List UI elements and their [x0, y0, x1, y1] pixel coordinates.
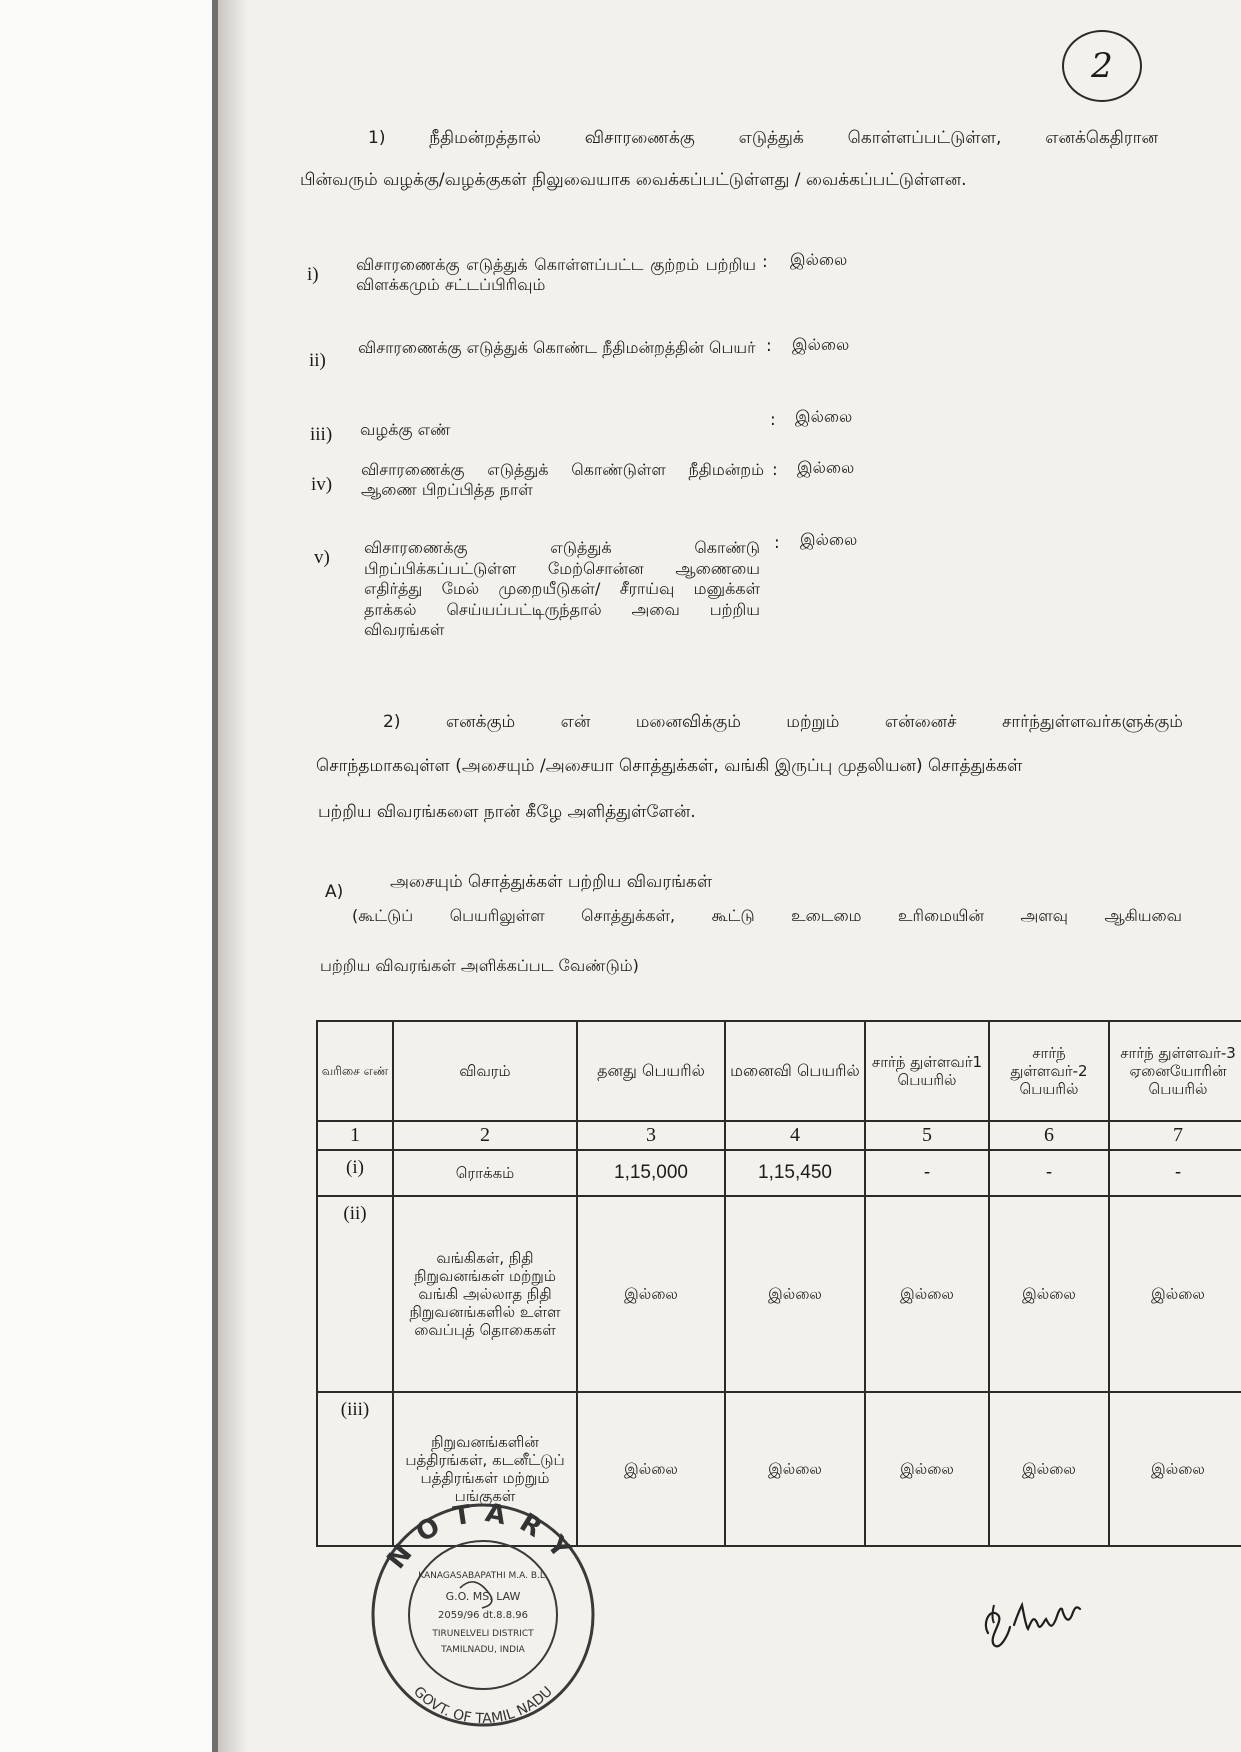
item-answer: இல்லை — [792, 335, 850, 354]
cell-spouse: இல்லை — [725, 1392, 865, 1546]
item-label: வழக்கு எண் — [360, 420, 451, 439]
row-description: நிறுவனங்களின் பத்திரங்கள், கடனீட்டுப் பத்திரங்கள் மற்றும் பங்குகள் — [393, 1392, 577, 1546]
item-label: விசாரணைக்கு எடுத்துக் கொண்டு பிறப்பிக்கப்பட்டுள்ள மேற்சொன்ன ஆணையை எதிர்த்து மேல் முறையீடுகள்/ சீராய்வு மனுக்கள் தாக்கல் செய்யப்பட்டிருந்தால் அவை பற்றிய விவரங்கள் — [364, 538, 760, 639]
colon: : — [770, 410, 776, 430]
stamp-reg: 2059/96 dt.8.8.96 — [438, 1610, 528, 1621]
item-number: v) — [314, 547, 330, 568]
cell-spouse: இல்லை — [725, 1196, 865, 1392]
item-answer: இல்லை — [790, 250, 848, 269]
column-number: 5 — [865, 1121, 989, 1150]
cell-dependent-2: இல்லை — [989, 1392, 1109, 1546]
svg-text:NOTARY — [382, 1500, 585, 1575]
column-number: 6 — [989, 1121, 1109, 1150]
stamp-name: KANAGASABAPATHI M.A. B.L. — [418, 1571, 548, 1581]
note-line-1: (கூட்டுப் பெயரிலுள்ள சொத்துக்கள், கூட்டு உடைமை உரிமையின் அளவு ஆகியவை — [352, 906, 1182, 925]
cell-dependent-3: இல்லை — [1109, 1392, 1241, 1546]
row-description: வங்கிகள், நிதி நிறுவனங்கள் மற்றும் வங்கி அல்லாத நிதி நிறுவனங்களில் உள்ள வைப்புத் தொகைகள் — [393, 1196, 577, 1392]
paragraph-2-line-2: சொந்தமாகவுள்ள (அசையும் /அசையா சொத்துக்கள், வங்கி இருப்பு முதலியன) சொத்துக்கள் — [316, 756, 1023, 776]
colon: : — [762, 252, 768, 272]
row-serial: (iii) — [317, 1392, 393, 1546]
page-margin — [0, 0, 212, 1752]
cell-dependent-2: இல்லை — [989, 1196, 1109, 1392]
cell-self: இல்லை — [577, 1392, 725, 1546]
cell-self: 1,15,000 — [577, 1150, 725, 1196]
header-cell: மனைவி பெயரில் — [725, 1021, 865, 1121]
column-number: 1 — [317, 1121, 393, 1150]
svg-text:GOVT. OF TAMIL NADU — [410, 1684, 556, 1727]
table-row — [317, 1150, 1241, 1196]
column-number: 3 — [577, 1121, 725, 1150]
row-description: ரொக்கம் — [393, 1150, 577, 1196]
paragraph-1-line-1: 1) நீதிமன்றத்தால் விசாரணைக்கு எடுத்துக் கொள்ளப்பட்டுள்ள, எனக்கெதிரான — [368, 128, 1158, 148]
column-number-row — [317, 1121, 1241, 1150]
column-number: 2 — [393, 1121, 577, 1150]
header-cell: சார்ந் துள்ளவர்-2 பெயரில் — [989, 1021, 1109, 1121]
signature — [980, 1585, 1100, 1655]
cell-dependent-3: இல்லை — [1109, 1196, 1241, 1392]
table-header-row — [317, 1021, 1241, 1121]
paragraph-1-line-2: பின்வரும் வழக்கு/வழக்குகள் நிலுவையாக வைக்கப்பட்டுள்ளது / வைக்கப்பட்டுள்ளன. — [300, 170, 967, 190]
page-number: 2 — [1062, 30, 1142, 102]
header-cell: சார்ந் துள்ளவர்1 பெயரில் — [865, 1021, 989, 1121]
item-label: விசாரணைக்கு எடுத்துக் கொண்டுள்ள நீதிமன்றம் ஆணை பிறப்பித்த நாள் — [361, 460, 764, 499]
item-answer: இல்லை — [795, 407, 853, 426]
cell-dependent-1: இல்லை — [865, 1392, 989, 1546]
cell-self: இல்லை — [577, 1196, 725, 1392]
item-number: iii) — [310, 424, 333, 445]
item-label: விசாரணைக்கு எடுத்துக் கொள்ளப்பட்ட குற்றம் பற்றிய விளக்கமும் சட்டப்பிரிவும் — [356, 255, 756, 294]
cell-dependent-2: - — [989, 1150, 1109, 1196]
column-number: 4 — [725, 1121, 865, 1150]
colon: : — [772, 460, 778, 480]
item-answer: இல்லை — [800, 530, 858, 549]
row-serial: (i) — [317, 1150, 393, 1196]
column-number: 7 — [1109, 1121, 1241, 1150]
cell-dependent-3: - — [1109, 1150, 1241, 1196]
table-row — [317, 1196, 1241, 1392]
cell-dependent-1: - — [865, 1150, 989, 1196]
notary-stamp — [368, 1500, 598, 1730]
note-line-2: பற்றிய விவரங்கள் அளிக்கப்பட வேண்டும்) — [320, 956, 639, 975]
cell-spouse: 1,15,450 — [725, 1150, 865, 1196]
item-number: i) — [307, 264, 319, 285]
item-answer: இல்லை — [797, 458, 855, 477]
item-label: விசாரணைக்கு எடுத்துக் கொண்ட நீதிமன்றத்தின் பெயர் — [358, 338, 756, 357]
stamp-district: TIRUNELVELI DISTRICT — [432, 1629, 534, 1639]
header-cell: விவரம் — [393, 1021, 577, 1121]
stamp-outer-top: NOTARY — [381, 1500, 585, 1575]
binding-shadow — [218, 0, 248, 1752]
item-number: iv) — [311, 474, 333, 495]
item-number: ii) — [309, 350, 326, 371]
stamp-order: G.O. MS. LAW — [445, 1590, 521, 1603]
stamp-outer-bottom: GOVT. OF TAMIL NADU — [410, 1683, 556, 1728]
section-letter: A) — [325, 882, 344, 902]
paragraph-2-line-1: 2) எனக்கும் என் மனைவிக்கும் மற்றும் என்னைச் சார்ந்துள்ளவர்களுக்கும் — [383, 712, 1183, 732]
header-cell: தனது பெயரில் — [577, 1021, 725, 1121]
row-serial: (ii) — [317, 1196, 393, 1392]
header-cell: வரிசை எண் — [317, 1021, 393, 1121]
cell-dependent-1: இல்லை — [865, 1196, 989, 1392]
header-cell: சார்ந் துள்ளவர்-3 ஏனையோரின் பெயரில் — [1109, 1021, 1241, 1121]
movable-assets-table — [316, 1020, 1241, 1547]
section-title: அசையும் சொத்துக்கள் பற்றிய விவரங்கள் — [390, 872, 713, 892]
stamp-state: TAMILNADU, INDIA — [441, 1645, 525, 1655]
colon: : — [766, 336, 772, 356]
colon: : — [774, 533, 780, 553]
paragraph-2-line-3: பற்றிய விவரங்களை நான் கீழே அளித்துள்ளேன். — [318, 802, 696, 822]
